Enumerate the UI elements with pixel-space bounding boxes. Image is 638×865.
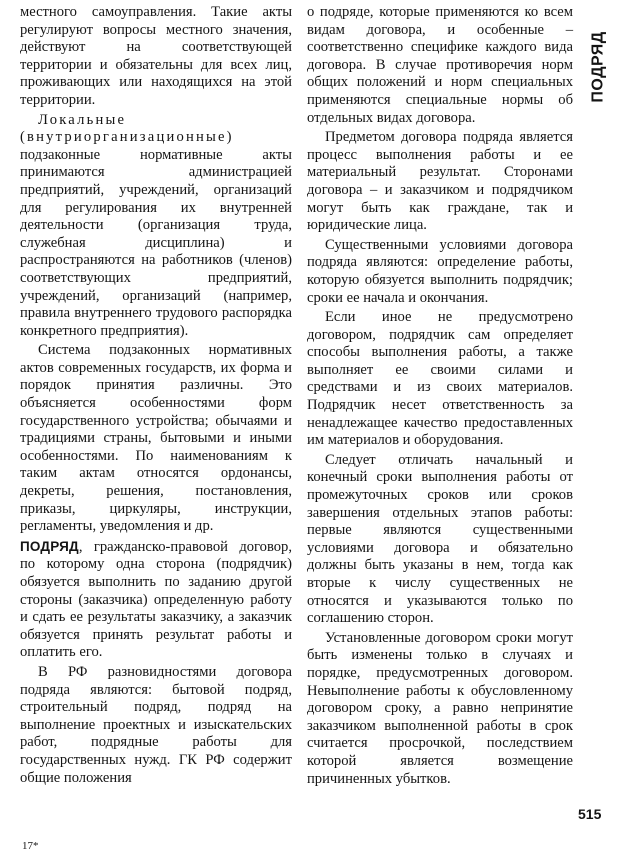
- paragraph-subject: Предметом договора подряда является процесс выполнения работы и ее материальный результат. Сторонами договора – и заказчиком и подрядчиком могут быть как граждане, так и юридические лица.: [307, 129, 573, 234]
- entry-headword: ПОДРЯД: [20, 538, 79, 554]
- entry-definition: , гражданско-правовой договор, по которому одна сторона (подрядчик) обязуется выполнить по заданию другой стороны (заказчика) определенную работу и сдать ее результаты заказчику, а заказчик обязуется принять результат работы и оплатить его.: [20, 538, 292, 661]
- paragraph-changes-delay: Установленные договором сроки могут быть изменены только в случаях и порядке, предусмотренных договором. Невыполнение работы к обусловленному договором сроку, а равно непринятие заказчиком выполненной работы в срок считается просрочкой, последствием которой является возмещение причиненных убытков.: [307, 629, 573, 787]
- page-number: 515: [578, 806, 602, 822]
- spaced-term: Локальные (внутриорганизационные): [20, 111, 234, 146]
- paragraph-local-government-acts: местного самоуправления. Такие акты регулируют вопросы местного значения, действуют на соответствующей территории и обязательны для всех лиц, проживающих или находящихся на этой территории.: [20, 4, 292, 108]
- left-column: [20, 4, 292, 787]
- paragraph-contract-types: В РФ разновидностями договора подряда являются: бытовой подряд, строительный подряд, подряд на выполнение проектных и изыскательских работ, подрядные работы для государственных нужд. ГК РФ содержит общие положения: [20, 663, 292, 786]
- signature-mark: 17*: [22, 840, 39, 852]
- right-column: [307, 4, 573, 788]
- paragraph-local-acts: [20, 112, 292, 341]
- paragraph-general-provisions: о подряде, которые применяются ко всем видам договора, и особенные – соответственно специфике каждого вида договора. В случае противоречия норм общих положений и норм специальных применяются специальные нормы об отдельных видах договора.: [307, 4, 573, 126]
- paragraph-bylaw-system: Система подзаконных нормативных актов современных государств, их форма и порядок принятия различны. Это объясняется особенностями форм государственного устройства; обычаями и традициями страны, бытовыми и иными особенностями. По наименованиям к таким актам относятся ордонансы, декреты, решения, постановления, приказы, циркуляры, инструкции, регламенты, уведомления и др.: [20, 342, 292, 535]
- paragraph-deadlines: Следует отличать начальный и конечный сроки выполнения работы от промежуточных сроков или сроков завершения отдельных этапов работы: первые являются существенными условиями договора и обязательно должны быть указаны в нем, тогда как вторые к числу существенных не относятся и указываются только по соглашению сторон.: [307, 451, 573, 627]
- entry-podryad: [20, 538, 292, 662]
- paragraph-essential-terms: Существенными условиями договора подряда являются: определение работы, которую обязуется выполнить подрядчик; сроки ее начала и окончания.: [307, 236, 573, 306]
- running-head: ПОДРЯД: [590, 31, 607, 103]
- paragraph-contractor-means: Если иное не предусмотрено договором, подрядчик сам определяет способы выполнения работы, а также выполняет ее своими силами и средствами и из своих материалов. Подрядчик несет ответственность за ненадлежащее качество предоставленных им материалов и оборудования.: [307, 309, 573, 449]
- paragraph-local-acts-text: подзаконные нормативные акты принимаются администрацией предприятий, учреждений, организаций для регулирования их внутренней деятельности (организация труда, служебная дисциплина) и распространяются на работников (членов) соответствующих предприятий, учреждений, организаций (например, правила внутреннего трудового распорядка конкретного предприятия).: [20, 146, 292, 339]
